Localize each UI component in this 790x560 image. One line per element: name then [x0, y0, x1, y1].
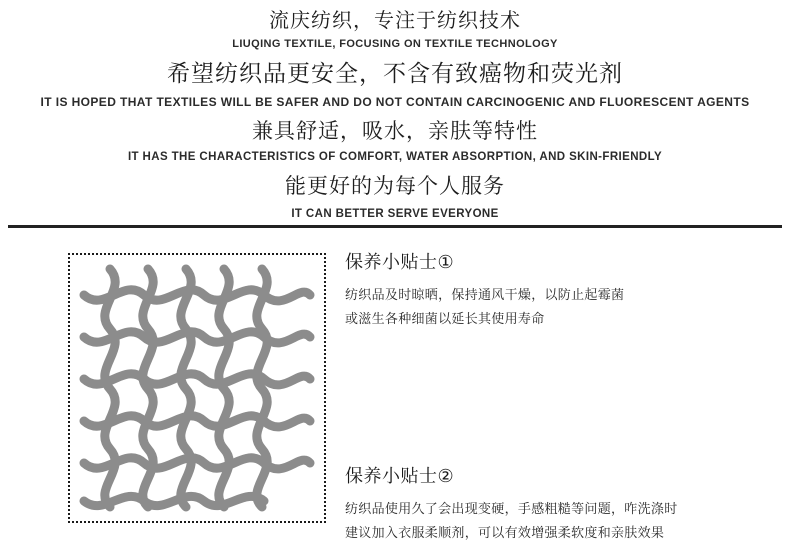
headline-en-3: IT HAS THE CHARACTERISTICS OF COMFORT, WATER ABSORPTION, AND SKIN-FRIENDLY [127, 150, 663, 163]
header-block [0, 0, 790, 221]
care-tips-list [345, 248, 765, 546]
care-tip-2 [345, 462, 765, 546]
headline-cn-1: 流庆纺织，专注于纺织技术 [269, 8, 521, 32]
lower-section [0, 248, 790, 548]
care-tip-1 [345, 248, 765, 332]
section-divider [8, 225, 782, 228]
headline-cn-4: 能更好的为每个人服务 [285, 174, 505, 199]
headline-cn-3: 兼具舒适，吸水，亲肤等特性 [252, 119, 538, 144]
headline-en-2: IT IS HOPED THAT TEXTILES WILL BE SAFER AND DO NOT CONTAIN CARCINOGENIC AND FLUORESCENT AGENTS [40, 94, 750, 109]
care-tip-1-line-1: 纺织品及时晾晒，保持通风干燥，以防止起霉菌 [345, 288, 625, 303]
care-tip-2-line-1: 纺织品使用久了会出现变硬，手感粗糙等问题，咋洗涤时 [345, 502, 678, 518]
weave-pattern-icon [70, 255, 324, 521]
care-tip-1-title: 保养小贴士① [345, 252, 455, 273]
care-tip-2-body [345, 498, 765, 546]
care-tip-2-line-2: 建议加入衣服柔顺剂，可以有效增强柔软度和亲肤效果 [345, 526, 665, 542]
weave-illustration-box [68, 253, 326, 523]
headline-en-4: IT CAN BETTER SERVE EVERYONE [291, 207, 499, 220]
care-tip-1-line-2: 或滋生各种细菌以延长其使用寿命 [345, 312, 545, 328]
headline-en-1: LIUQING TEXTILE, FOCUSING ON TEXTILE TECHNOLOGY [232, 38, 558, 50]
care-tip-1-body [345, 284, 765, 332]
headline-cn-2: 希望纺织品更安全，不含有致癌物和荧光剂 [167, 61, 623, 88]
care-tip-2-title: 保养小贴士② [345, 466, 455, 488]
